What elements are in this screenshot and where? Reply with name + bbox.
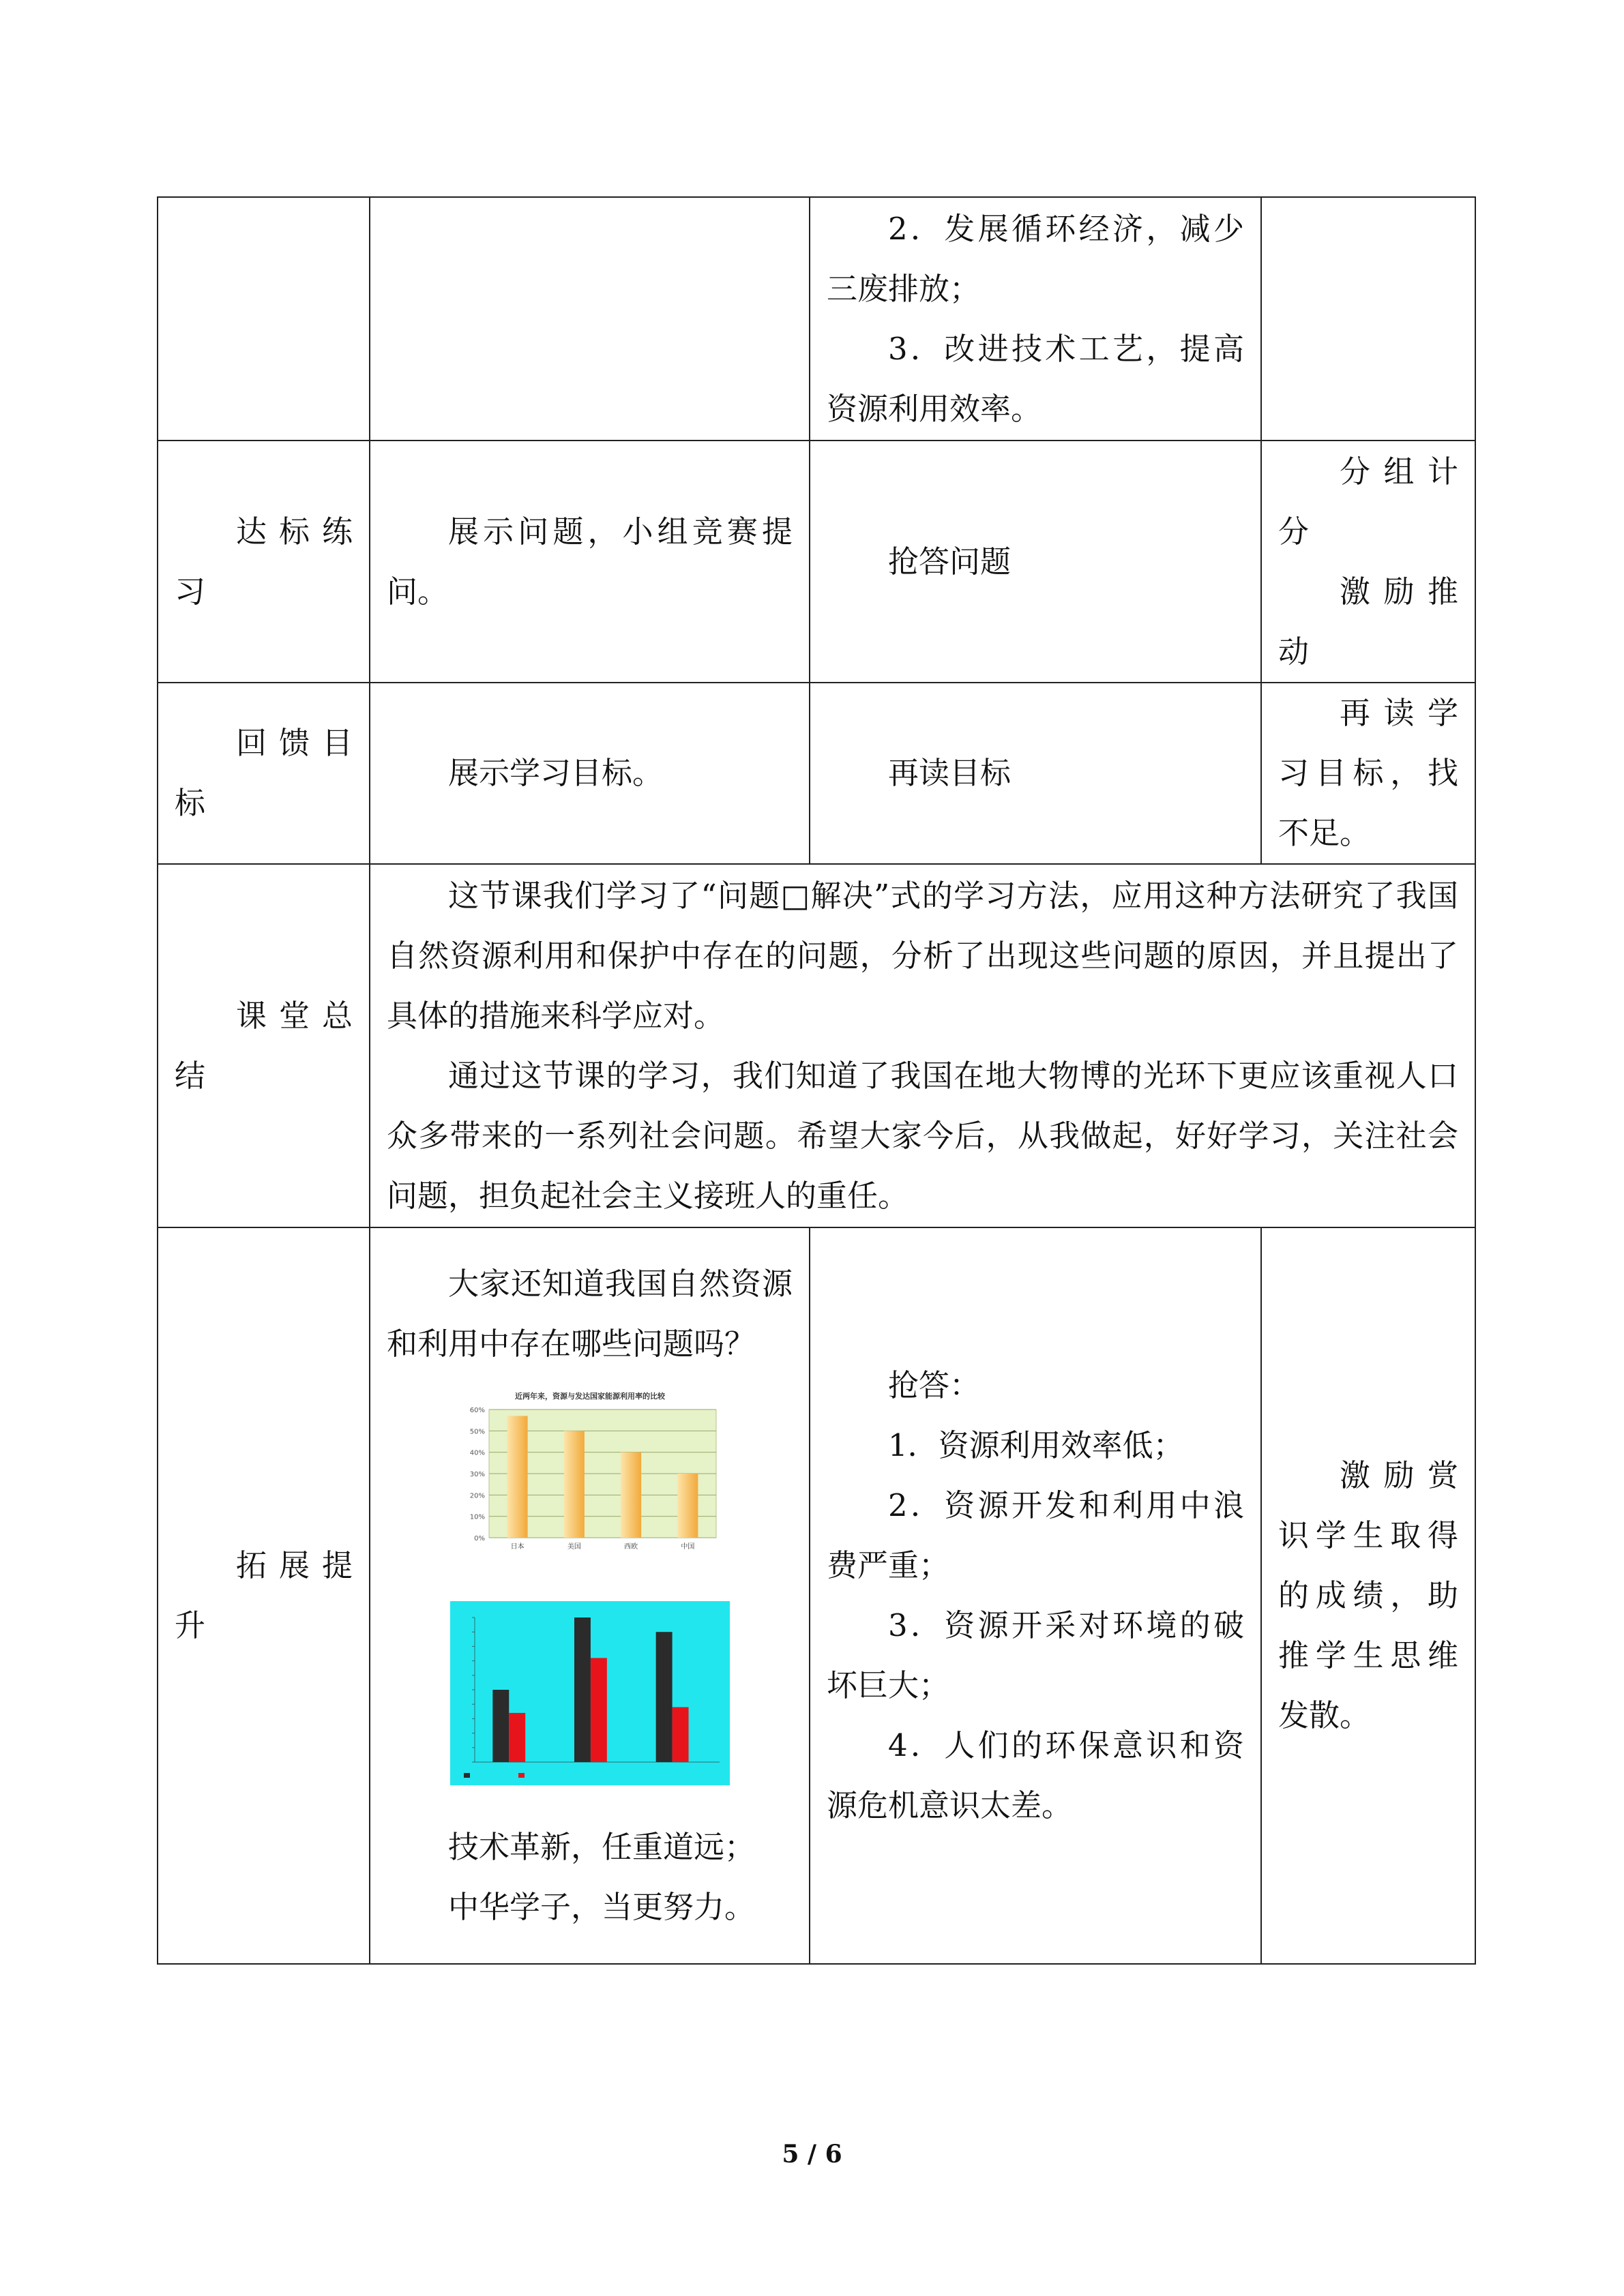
teacher-closing-text: 中华学子，当更努力。 [448,1889,756,1925]
student-activity-text: 抢答问题 [888,543,1012,580]
stage-label: 达标练习 [175,513,353,610]
table-row [158,197,1475,441]
table-row [158,683,1475,864]
comparison-bar-chart [450,1601,730,1785]
teacher-activity-text: 展示学习目标。 [448,755,664,791]
design-intent-text: 分组计分 [1278,453,1458,550]
stage-label: 回馈目标 [175,725,353,821]
student-answer-item: 1．资源利用效率低； [888,1427,1184,1463]
x-tick-label: 日本 [510,1543,525,1551]
stage-label: 课堂总结 [175,997,353,1094]
design-intent-cell [1261,197,1475,441]
stage-cell [158,1227,370,1964]
student-answer-item: 3．资源开采对环境的破坏巨大； [827,1607,1244,1703]
stage-cell [158,864,370,1227]
teacher-activity-cell [370,1227,810,1964]
legend-swatch [464,1773,470,1778]
stage-cell [158,197,370,441]
table-row [158,1227,1475,1964]
legend-swatch [518,1773,525,1778]
design-intent-cell [1261,1227,1475,1964]
y-tick-label: 40% [469,1449,485,1457]
bar [492,1690,509,1762]
design-intent-text: 再读学习目标，找不足。 [1278,695,1458,851]
teacher-closing-text: 技术革新，任重道远； [448,1829,756,1865]
stage-cell [158,683,370,864]
chart-container [387,1374,793,1589]
design-intent-text: 激励赏识学生取得的成绩，助推学生思维发散。 [1278,1457,1458,1733]
y-tick-label: 0% [473,1535,485,1542]
bar [621,1452,641,1538]
summary-paragraph: 通过这节课的学习，我们知道了我国在地大物博的光环下更应该重视人口众多带来的一系列社会问题。希望大家今后，从我做起，好好学习，关注社会问题，担负起社会主义接班人的重任。 [387,1057,1458,1214]
summary-paragraph: 这节课我们学习了“问题□解决”式的学习方法，应用这种方法研究了我国自然资源利用和保护中存在的问题，分析了出现这些问题的原因，并且提出了具体的措施来科学应对。 [387,877,1458,1034]
student-answer-item: 2．资源开发和利用中浪费严重； [827,1487,1244,1583]
x-tick-label: 美国 [567,1543,581,1551]
stage-cell [158,441,370,683]
design-intent-cell [1261,683,1475,864]
table-row [158,864,1475,1227]
student-activity-cell [810,441,1261,683]
y-tick-label: 30% [469,1471,485,1478]
x-tick-label: 中国 [680,1543,694,1551]
bar [509,1713,525,1762]
table-row [158,441,1475,683]
student-answer-item: 4．人们的环保意识和资源危机意识太差。 [827,1727,1244,1823]
bar [672,1707,688,1762]
student-activity-text: 再读目标 [888,755,1012,791]
chart-container [387,1589,793,1817]
teacher-activity-cell [370,441,810,683]
bar [563,1431,584,1538]
bar [590,1658,606,1762]
bar [507,1416,527,1538]
measure-item-3: 3．改进技术工艺，提高资源利用效率。 [827,330,1244,427]
teacher-activity-text: 展示问题，小组竞赛提问。 [387,513,793,610]
teacher-question-text: 大家还知道我国自然资源和利用中存在哪些问题吗？ [387,1266,793,1362]
y-tick-label: 60% [469,1407,485,1414]
student-activity-cell [810,1227,1261,1964]
design-intent-text: 激励推动 [1278,573,1458,670]
measure-item-2: 2．发展循环经济，减少三废排放； [827,210,1244,307]
y-tick-label: 50% [469,1428,485,1436]
x-tick-label: 西欧 [623,1543,638,1551]
student-activity-cell [810,683,1261,864]
design-intent-cell [1261,441,1475,683]
student-answer-heading: 抢答： [888,1367,981,1403]
page-number: 5 / 6 [782,2140,842,2168]
chart-title: 近两年来，资源与发达国家能源利用率的比较 [514,1392,665,1401]
teacher-activity-cell [370,197,810,441]
bar [655,1632,672,1762]
student-activity-cell [810,197,1261,441]
lesson-plan-table [157,196,1476,1965]
stage-label: 拓展提升 [175,1547,353,1643]
y-tick-label: 10% [469,1513,485,1521]
efficiency-bar-chart [454,1386,726,1557]
bar [574,1617,590,1762]
teacher-activity-cell [370,683,810,864]
bar [677,1474,698,1538]
y-tick-label: 20% [469,1492,485,1500]
summary-cell [370,864,1475,1227]
